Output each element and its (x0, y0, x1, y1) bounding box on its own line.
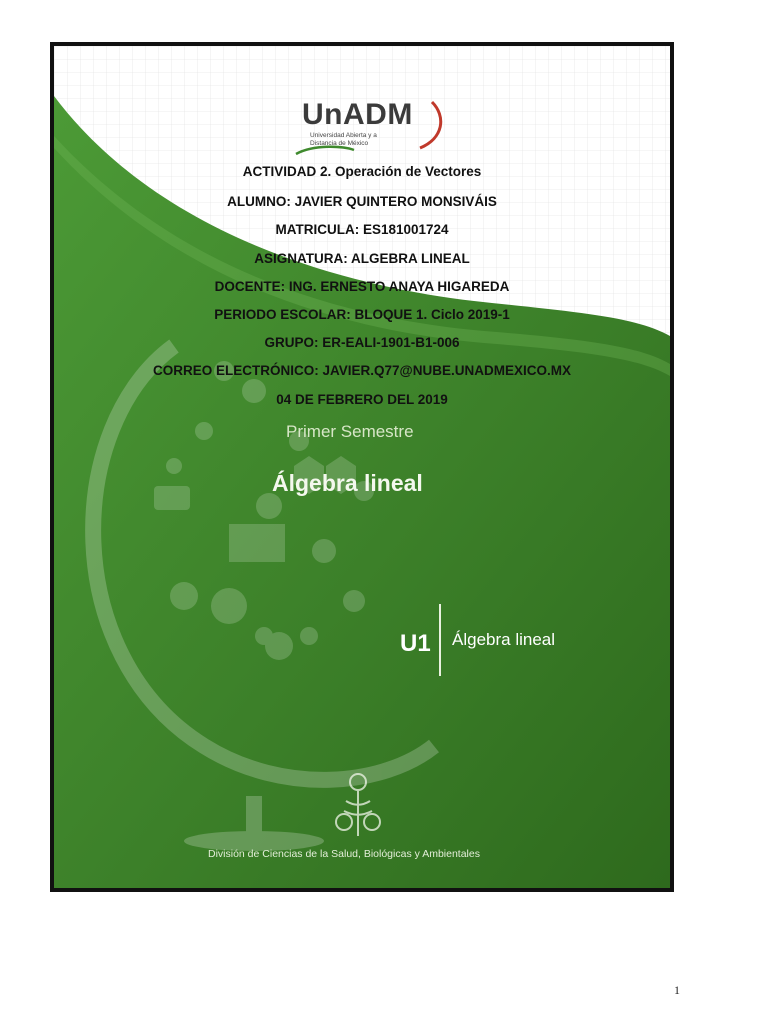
school-period: PERIODO ESCOLAR: BLOQUE 1. Ciclo 2019-1 (214, 307, 510, 322)
logo-wordmark: UnADM (302, 98, 413, 131)
unadm-logo (294, 96, 454, 166)
email: CORREO ELECTRÓNICO: JAVIER.Q77@NUBE.UNADMEXICO.MX (153, 363, 571, 378)
logo-subtitle (310, 132, 400, 147)
teacher: DOCENTE: ING. ERNESTO ANAYA HIGAREDA (214, 279, 510, 294)
semester-label: Primer Semestre (286, 422, 414, 441)
division-name: División de Ciencias de la Salud, Biológicas y Ambientales (208, 848, 480, 860)
activity-title: ACTIVIDAD 2. Operación de Vectores (242, 164, 482, 179)
page-number: 1 (674, 983, 680, 997)
subject: ASIGNATURA: ALGEBRA LINEAL (254, 251, 470, 266)
enrollment-number: MATRICULA: ES181001724 (275, 222, 449, 237)
unit-name: Álgebra lineal (452, 630, 556, 649)
unit-divider (439, 604, 441, 676)
course-title: Álgebra lineal (272, 470, 423, 496)
student-name: ALUMNO: JAVIER QUINTERO MONSIVÁIS (227, 194, 497, 209)
group: GRUPO: ER-EALI-1901-B1-006 (264, 335, 460, 350)
cover-page (50, 42, 674, 892)
unit-code: U1 (400, 630, 431, 657)
date: 04 DE FEBRERO DEL 2019 (276, 392, 448, 407)
logo-subtitle-line-2: Distancia de México (310, 139, 369, 147)
logo-subtitle-line-1: Universidad Abierta y a (310, 132, 377, 139)
